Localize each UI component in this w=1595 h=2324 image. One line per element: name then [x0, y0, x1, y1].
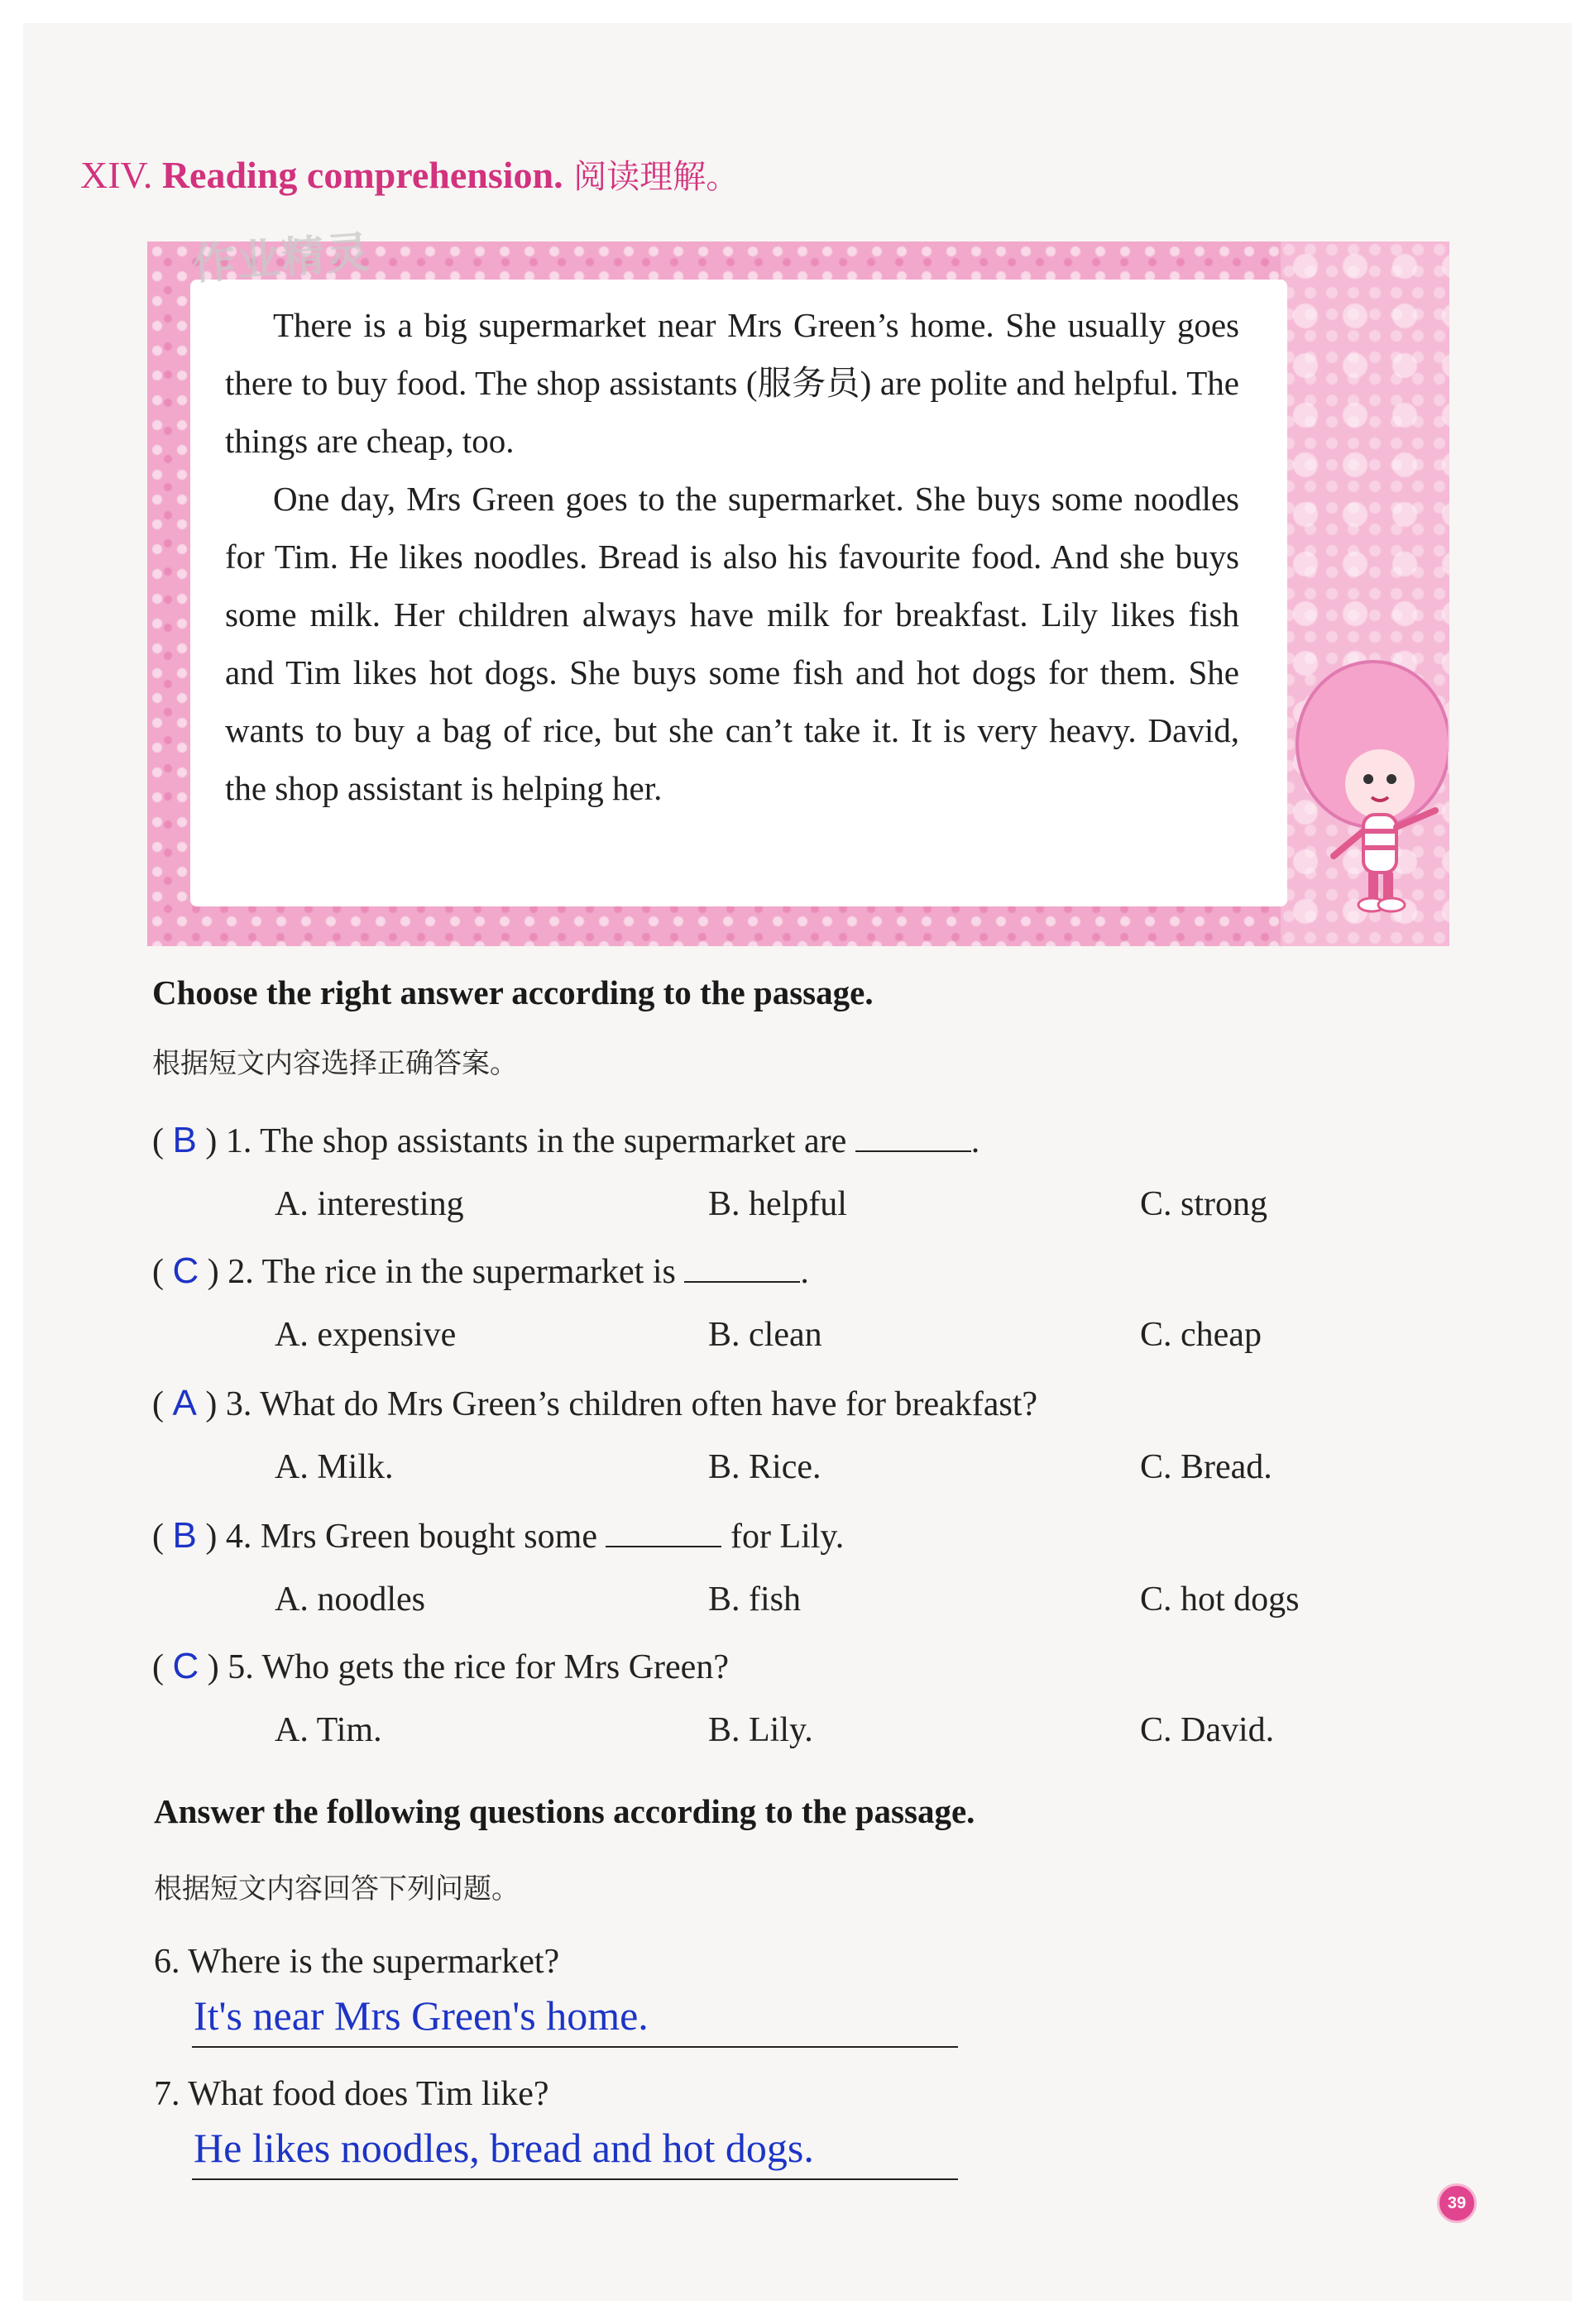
option-a: A. Milk.: [275, 1448, 394, 1486]
page-number: 39: [1437, 2183, 1477, 2223]
option-a: A. expensive: [275, 1316, 457, 1354]
answer-blank: [606, 1521, 721, 1547]
passage-paragraph-1: There is a big supermarket near Mrs Green’s home. She usually goes there to buy food. The shop assistants (服务员) are polite and helpful. The things are cheap, too.: [225, 306, 1239, 460]
answer-letter: C: [172, 1646, 199, 1686]
written-answer-6: It's near Mrs Green's home.: [194, 1992, 649, 2039]
mc-question-1: ( B ) 1. The shop assistants in the supermarket are .: [152, 1120, 980, 1160]
option-a: A. noodles: [275, 1580, 425, 1619]
question-stem: What do Mrs Green’s children often have for breakfast?: [260, 1385, 1038, 1423]
question-stem: Who gets the rice for Mrs Green?: [261, 1648, 729, 1686]
answer-line-7: [192, 2178, 958, 2180]
answer-blank: [855, 1126, 971, 1152]
watermark: 作业精灵: [190, 227, 373, 290]
question-stem: The rice in the supermarket is: [261, 1253, 676, 1291]
answer-letter: A: [172, 1383, 197, 1423]
part2-instruction-en: Answer the following questions according to the passage.: [154, 1792, 975, 1830]
open-question-6: 6. Where is the supermarket?: [154, 1943, 560, 1981]
mc-question-5: ( C ) 5. Who gets the rice for Mrs Green?: [152, 1646, 729, 1686]
mc-question-4: ( B ) 4. Mrs Green bought some for Lily.: [152, 1515, 845, 1556]
question-stem: The shop assistants in the supermarket are: [260, 1122, 847, 1160]
question-number: 1.: [225, 1122, 252, 1160]
option-b: B. fish: [708, 1580, 802, 1619]
answer-line-6: [192, 2046, 958, 2048]
part1-instruction-cn: 根据短文内容选择正确答案。: [152, 1047, 518, 1080]
question-number: 2.: [228, 1253, 254, 1291]
part1-instruction-en: Choose the right answer according to the passage.: [152, 973, 874, 1011]
mc-question-2: ( C ) 2. The rice in the supermarket is .: [152, 1250, 809, 1291]
part2-instruction-cn: 根据短文内容回答下列问题。: [154, 1872, 520, 1906]
question-number: 5.: [228, 1648, 254, 1686]
answer-blank: [684, 1256, 800, 1283]
question-number: 3.: [225, 1385, 252, 1423]
question-stem-end: .: [800, 1253, 809, 1291]
option-c: C. cheap: [1140, 1316, 1262, 1354]
section-separator: .: [142, 154, 162, 196]
option-c: C. David.: [1140, 1711, 1275, 1749]
section-title: [80, 151, 739, 198]
question-stem-end: .: [970, 1122, 980, 1160]
option-c: C. hot dogs: [1140, 1580, 1300, 1619]
answer-letter: B: [172, 1515, 197, 1556]
girl-mascot-icon: [1282, 645, 1448, 943]
mc-question-3: ( A ) 3. What do Mrs Green’s children often have for breakfast?: [152, 1383, 1038, 1423]
section-title-cn: 阅读理解。: [563, 158, 740, 196]
question-stem: Mrs Green bought some: [260, 1518, 597, 1556]
page-number-badge: [1437, 2183, 1478, 2221]
section-numeral: XIV: [80, 154, 143, 196]
option-b: B. Rice.: [708, 1448, 821, 1486]
option-b: B. Lily.: [708, 1711, 813, 1749]
option-c: C. Bread.: [1140, 1448, 1272, 1486]
open-question-7: 7. What food does Tim like?: [154, 2075, 549, 2113]
option-a: A. Tim.: [275, 1711, 382, 1749]
option-c: C. strong: [1140, 1185, 1268, 1223]
section-title-en: Reading comprehension.: [161, 154, 563, 196]
written-answer-7: He likes noodles, bread and hot dogs.: [194, 2125, 814, 2171]
answer-letter: B: [172, 1120, 197, 1160]
option-b: B. helpful: [708, 1185, 847, 1223]
answer-letter: C: [172, 1250, 199, 1291]
option-b: B. clean: [708, 1316, 822, 1354]
question-stem-end: for Lily.: [721, 1518, 845, 1556]
option-a: A. interesting: [275, 1185, 464, 1223]
passage-paragraph-2: One day, Mrs Green goes to the supermarket. She buys some noodles for Tim. He likes noodles. Bread is also his favourite food. And she buys some milk. Her children always have milk for breakfast. Lily likes fish and Tim likes hot dogs. She buys some fish and hot dogs for them. She wants to buy a bag of rice, but she can’t take it. It is very heavy. David, the shop assistant is helping her.: [225, 480, 1239, 807]
question-number: 4.: [225, 1518, 252, 1556]
